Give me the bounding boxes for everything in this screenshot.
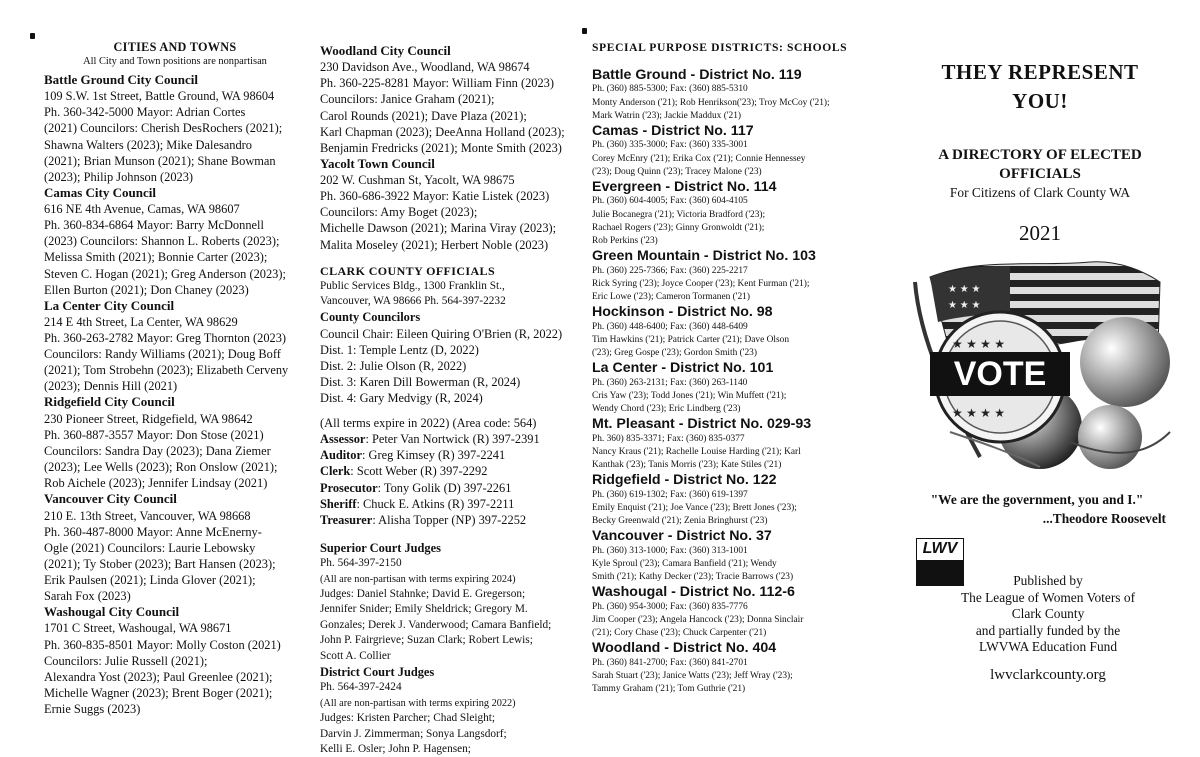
published-line: and partially funded by the: [975, 622, 1121, 638]
city-council-line: (2023); Dennis Hill (2021): [44, 379, 178, 394]
cover-panel: [890, 58, 1190, 683]
city-council-line: Rob Aichele (2023); Jennifer Lindsay (2021): [44, 476, 268, 491]
official-title: Treasurer: [320, 512, 373, 527]
school-district-line: Monty Anderson ('21); Rob Henrikson('23); Troy McCoy ('21);: [592, 97, 830, 108]
school-district-title: Evergreen - District No. 114: [592, 179, 777, 196]
school-district-line: Mark Watrin ('23); Jackie Maddux ('21): [592, 110, 742, 121]
city-council-line: 210 E. 13th Street, Vancouver, WA 98668: [44, 508, 251, 523]
court-line: Ph. 564-397-2424: [320, 681, 402, 694]
schools-column: [592, 41, 867, 696]
city-council-line: Shawna Walters (2023); Mike Dalesandro: [44, 137, 252, 152]
school-district-title: Woodland - District No. 404: [592, 640, 777, 657]
school-district-line: Kyle Sproul ('23); Camara Banfield ('21); Wendy: [592, 558, 777, 569]
published-line: The League of Women Voters of: [960, 589, 1136, 605]
school-district-line: Ph. (360) 225-7366; Fax: (360) 225-2217: [592, 265, 748, 276]
school-district-line: Rob Perkins ('23): [592, 236, 658, 247]
school-district-line: Tim Hawkins ('21); Patrick Carter ('21); Dave Olson: [592, 334, 790, 345]
county-address-line: Public Services Bldg., 1300 Franklin St.,: [320, 279, 505, 292]
school-district-line: Eric Lowe ('23); Cameron Tormanen ('21): [592, 292, 750, 303]
county-officials-list: [320, 431, 582, 528]
city-council-line: (2023); Lee Wells (2023); Ron Onslow (2021);: [44, 460, 278, 475]
city-council-title: Vancouver City Council: [44, 491, 177, 507]
county-address-line: Vancouver, WA 98666 Ph. 564-397-2232: [320, 295, 506, 308]
city-council-line: Ph. 360-263-2782 Mayor: Greg Thornton (2023): [44, 331, 287, 346]
cover-title-line1: THEY REPRESENT: [941, 60, 1139, 84]
council-line: Councilors: Janice Graham (2021);: [320, 92, 495, 107]
svg-text:★ ★ ★ ★: ★ ★ ★ ★: [952, 406, 1006, 420]
city-council-line: (2021); Tom Strobehn (2023); Elizabeth Cerveny: [44, 363, 289, 378]
school-district-line: Julie Bocanegra ('21); Victoria Bradford ('23);: [592, 209, 766, 220]
city-council-line: Councilors: Sandra Day (2023); Dana Ziemer: [44, 443, 271, 458]
council-line: 202 W. Cushman St, Yacolt, WA 98675: [320, 173, 515, 188]
school-district-line: Kanthak ('23); Tanis Morris ('23); Kate Stiles ('21): [592, 460, 782, 471]
city-council-line: Ogle (2021) Councilors: Laurie Lebowsky: [44, 540, 256, 555]
city-council-line: 616 NE 4th Avenue, Camas, WA 98607: [44, 202, 240, 217]
school-district-line: Rick Syring ('23); Joyce Cooper ('23); Kent Furman ('21);: [592, 278, 810, 289]
county-councilors-title: County Councilors: [320, 310, 421, 325]
published-by-block: [890, 573, 1190, 656]
school-district-line: Ph. (360) 604-4005; Fax: (360) 604-4105: [592, 196, 748, 207]
city-council-line: Ph. 360-487-8000 Mayor: Anne McEnerny-: [44, 524, 262, 539]
school-district-title: Green Mountain - District No. 103: [592, 248, 816, 265]
court-line: Judges: Kristen Parcher; Chad Sleight;: [320, 712, 496, 725]
court-line: Kelli E. Osler; John P. Hagensen;: [320, 742, 471, 755]
city-council-line: (2023); Philip Johnson (2023): [44, 169, 194, 184]
official-detail: : Scott Weber (R) 397-2292: [350, 464, 488, 479]
council-line: Malita Moseley (2021); Herbert Noble (2023): [320, 237, 549, 252]
yacolt-council-title: Yacolt Town Council: [320, 155, 435, 171]
district-court-lines: [320, 680, 582, 757]
school-district-title: Vancouver - District No. 37: [592, 528, 772, 545]
vote-flag-balloons-illustration: [890, 252, 1190, 474]
court-line: Gonzales; Derek J. Vanderwood; Camara Banfield;: [320, 618, 552, 631]
school-district-line: Emily Enquist ('21); Joe Vance ('23); Brett Jones ('23);: [592, 502, 797, 513]
official-detail: : Greg Kimsey (R) 397-2241: [362, 448, 506, 463]
school-district-line: Jim Cooper ('23); Angela Hancock ('23); Donna Sinclair: [592, 614, 804, 625]
school-district-line: Ph. (360) 448-6400; Fax: (360) 448-6409: [592, 321, 748, 332]
balloon-icon: [1080, 317, 1170, 407]
school-district-line: Ph. (360) 954-3000; Fax: (360) 835-7776: [592, 601, 748, 612]
city-council-title: Ridgefield City Council: [44, 394, 175, 410]
city-council-line: (2021); Brian Munson (2021); Shane Bowman: [44, 153, 276, 168]
council-line: 230 Davidson Ave., Woodland, WA 98674: [320, 60, 530, 75]
school-district-line: Corey McEnry ('21); Erika Cox ('21); Connie Hennessey: [592, 153, 806, 164]
city-council-line: Councilors: Julie Russell (2021);: [44, 653, 208, 668]
published-line: Clark County: [1011, 606, 1085, 621]
district-court-title: District Court Judges: [320, 665, 435, 679]
official-detail: : Peter Van Nortwick (R) 397-2391: [365, 432, 540, 447]
website-link[interactable]: lwvclarkcounty.org: [990, 667, 1106, 683]
cover-subtitle: [890, 146, 1190, 184]
cities-column: [44, 40, 306, 717]
court-line: Scott A. Collier: [320, 649, 391, 662]
court-line: Jennifer Snider; Emily Sheldrick; Gregory M.: [320, 603, 528, 616]
school-district-line: Tammy Graham ('21); Tom Guthrie ('21): [592, 684, 746, 695]
official-title: Prosecutor: [320, 480, 378, 495]
school-district-list: [592, 67, 867, 696]
city-council-line: Ph. 360-835-8501 Mayor: Molly Coston (2021): [44, 637, 281, 652]
yacolt-council-lines: [320, 172, 582, 252]
council-line: Benjamin Fredricks (2021); Monte Smith (2023): [320, 140, 562, 155]
city-council-line: 1701 C Street, Washougal, WA 98671: [44, 621, 232, 636]
county-header: CLARK COUNTY OFFICIALS: [320, 263, 496, 278]
svg-text:★ ★ ★ ★: ★ ★ ★ ★: [952, 337, 1006, 351]
council-line: Ph. 360-225-8281 Mayor: William Finn (2023): [320, 76, 554, 91]
city-council-line: Ph. 360-342-5000 Mayor: Adrian Cortes: [44, 105, 246, 120]
school-district-line: Ph. (360) 841-2700; Fax: (360) 841-2701: [592, 657, 748, 668]
city-council-line: (2021) Councilors: Cherish DesRochers (2021);: [44, 121, 283, 136]
county-terms-note: (All terms expire in 2022) (Area code: 564): [320, 416, 537, 431]
school-district-line: Smith ('21); Kathy Decker ('23); Tracie Barrows ('23): [592, 572, 794, 583]
official-title: Clerk: [320, 464, 351, 479]
city-council-line: Ph. 360-834-6864 Mayor: Barry McDonnell: [44, 218, 264, 233]
cover-subtitle-line2: OFFICIALS: [999, 166, 1081, 182]
school-district-title: La Center - District No. 101: [592, 360, 774, 377]
city-council-title: Washougal City Council: [44, 604, 180, 620]
council-line: Michelle Dawson (2021); Marina Viray (2023);: [320, 221, 557, 236]
cover-year: 2021: [1019, 221, 1061, 245]
vote-badge-label: VOTE: [953, 355, 1047, 393]
school-district-line: Wendy Chord ('23); Eric Lindberg ('23): [592, 404, 741, 415]
official-detail: : Chuck E. Atkins (R) 397-2211: [356, 496, 515, 511]
county-official-row: [320, 463, 582, 479]
council-line: Ph. 360-686-3922 Mayor: Katie Listek (2023): [320, 189, 550, 204]
cover-title: [890, 58, 1190, 116]
cover-quote: "We are the government, you and I.": [930, 492, 1144, 507]
county-official-row: [320, 431, 582, 447]
school-district-line: Ph. (360) 313-1000; Fax: (360) 313-1001: [592, 545, 748, 556]
county-councilors-list: [320, 326, 582, 406]
school-district-title: Ridgefield - District No. 122: [592, 472, 777, 489]
official-detail: : Alisha Topper (NP) 397-2252: [372, 512, 527, 527]
court-line: (All are non-partisan with terms expiring 2024): [320, 573, 516, 585]
county-councilor: Dist. 2: Julie Olson (R, 2022): [320, 358, 467, 373]
county-official-row: [320, 480, 582, 496]
city-council-line: 230 Pioneer Street, Ridgefield, WA 98642: [44, 411, 253, 426]
city-council-line: Councilors: Randy Williams (2021); Doug Boff: [44, 347, 281, 362]
official-title: Assessor: [320, 432, 366, 447]
city-council-line: Ernie Suggs (2023): [44, 701, 141, 716]
cover-subtitle-line1: A DIRECTORY OF ELECTED: [938, 147, 1142, 163]
city-council-line: Erik Paulsen (2021); Linda Glover (2021);: [44, 572, 256, 587]
city-council-line: Steven C. Hogan (2021); Greg Anderson (2023);: [44, 266, 286, 281]
school-district-line: Ph. (360) 335-3000; Fax: (360) 335-3001: [592, 140, 748, 151]
city-council-line: 214 E 4th Street, La Center, WA 98629: [44, 315, 238, 330]
council-line: Carol Rounds (2021); Dave Plaza (2021);: [320, 108, 527, 123]
official-title: Auditor: [320, 448, 362, 463]
woodland-council-title: Woodland City Council: [320, 43, 451, 58]
superior-court-title: Superior Court Judges: [320, 540, 441, 555]
published-line: LWVWA Education Fund: [978, 639, 1118, 654]
school-district-line: ('23); Greg Gospe ('23); Gordon Smith ('23): [592, 348, 757, 359]
cover-quote-author: ...Theodore Roosevelt: [1042, 511, 1166, 526]
school-district-line: ('21); Cory Chase ('23); Chuck Carpenter ('21): [592, 628, 767, 639]
city-council-title: Battle Ground City Council: [44, 72, 198, 87]
school-district-title: Hockinson - District No. 98: [592, 304, 773, 321]
city-council-line: Ellen Burton (2021); Don Chaney (2023): [44, 282, 249, 297]
published-line: Published by: [1013, 573, 1083, 588]
school-district-title: Battle Ground - District No. 119: [592, 67, 802, 83]
county-official-row: [320, 496, 582, 512]
county-address: [320, 279, 582, 310]
svg-text:★ ★ ★: ★ ★ ★: [948, 284, 981, 295]
school-district-line: Nancy Kraus ('21); Rachelle Louise Harding ('21); Karl: [592, 446, 801, 457]
school-district-line: Sarah Stuart ('23); Janice Watts ('23); Jeff Wray ('23);: [592, 670, 793, 681]
county-official-row: [320, 512, 582, 528]
cover-quote-block: [890, 492, 1190, 527]
school-district-line: Ph. 360) 835-3371; Fax: (360) 835-0377: [592, 433, 745, 444]
city-council-title: La Center City Council: [44, 297, 175, 313]
council-line: Karl Chapman (2023); DeeAnna Holland (2023);: [320, 124, 565, 139]
official-title: Sheriff: [320, 496, 357, 511]
school-district-title: Washougal - District No. 112-6: [592, 584, 795, 601]
school-district-line: Ph. (360) 885-5300; Fax: (360) 885-5310: [592, 84, 748, 95]
school-district-line: Rachael Rogers ('23); Ginny Gronwoldt ('21);: [592, 222, 765, 233]
council-line: Councilors: Amy Boget (2023);: [320, 205, 478, 220]
lwv-logo-text: LWV: [916, 538, 964, 561]
city-council-line: 109 S.W. 1st Street, Battle Ground, WA 98604: [44, 89, 275, 104]
school-district-title: Mt. Pleasant - District No. 029-93: [592, 416, 812, 433]
county-councilor: Dist. 3: Karen Dill Bowerman (R, 2024): [320, 375, 521, 390]
city-council-list: [44, 72, 306, 717]
court-line: Ph. 564-397-2150: [320, 557, 402, 570]
fold-mark-left: [30, 33, 35, 39]
court-line: Darvin J. Zimmerman; Sonya Langsdorf;: [320, 727, 507, 740]
court-line: John P. Fairgrieve; Suzan Clark; Robert Lewis;: [320, 634, 533, 647]
city-council-line: Melissa Smith (2021); Bonnie Carter (2023);: [44, 250, 268, 265]
county-councilor: Dist. 4: Gary Medvigy (R, 2024): [320, 391, 483, 406]
official-detail: : Tony Golik (D) 397-2261: [377, 480, 512, 495]
city-council-line: (2023) Councilors: Shannon L. Roberts (2023);: [44, 234, 280, 249]
cities-note: All City and Town positions are nonpartisan: [83, 56, 267, 67]
school-district-line: Cris Yaw ('23); Todd Jones ('21); Win Muffett ('21);: [592, 390, 787, 401]
schools-header: SPECIAL PURPOSE DISTRICTS: SCHOOLS: [592, 41, 848, 54]
school-district-line: Becky Greenwald ('21); Zenia Bringhurst ('23): [592, 516, 768, 527]
school-district-line: ('23); Doug Quinn ('23); Tracey Malone ('23): [592, 166, 762, 177]
superior-court-lines: [320, 556, 582, 664]
school-district-line: Ph. (360) 619-1302; Fax: (360) 619-1397: [592, 489, 748, 500]
city-council-line: Sarah Fox (2023): [44, 589, 131, 604]
county-column: [320, 43, 582, 757]
city-council-line: Alexandra Yost (2023); Paul Greenlee (2021);: [44, 669, 273, 684]
woodland-council-lines: [320, 59, 582, 156]
city-council-line: Ph. 360-887-3557 Mayor: Don Stose (2021): [44, 427, 264, 442]
city-council-title: Camas City Council: [44, 184, 156, 200]
cover-for-line: For Citizens of Clark County WA: [949, 185, 1131, 200]
court-line: (All are non-partisan with terms expiring 2022): [320, 697, 516, 709]
balloon-icon: [1078, 405, 1142, 469]
school-district-line: Ph. (360) 263-2131; Fax: (360) 263-1140: [592, 377, 748, 388]
county-official-row: [320, 447, 582, 463]
county-councilor: Council Chair: Eileen Quiring O'Brien (R, 2022): [320, 326, 563, 341]
svg-text:★ ★ ★: ★ ★ ★: [948, 300, 981, 311]
city-council-line: Michelle Wagner (2023); Brent Boger (2021);: [44, 685, 273, 700]
cover-title-line2: YOU!: [1012, 89, 1068, 113]
fold-mark-center: [582, 28, 587, 34]
city-council-line: (2021); Ty Stober (2023); Bart Hansen (2023);: [44, 556, 276, 571]
county-councilor: Dist. 1: Temple Lentz (D, 2022): [320, 342, 479, 357]
cities-header: CITIES AND TOWNS: [113, 40, 237, 54]
school-district-title: Camas - District No. 117: [592, 123, 754, 140]
court-line: Judges: Daniel Stahnke; David E. Gregerson;: [320, 587, 526, 600]
